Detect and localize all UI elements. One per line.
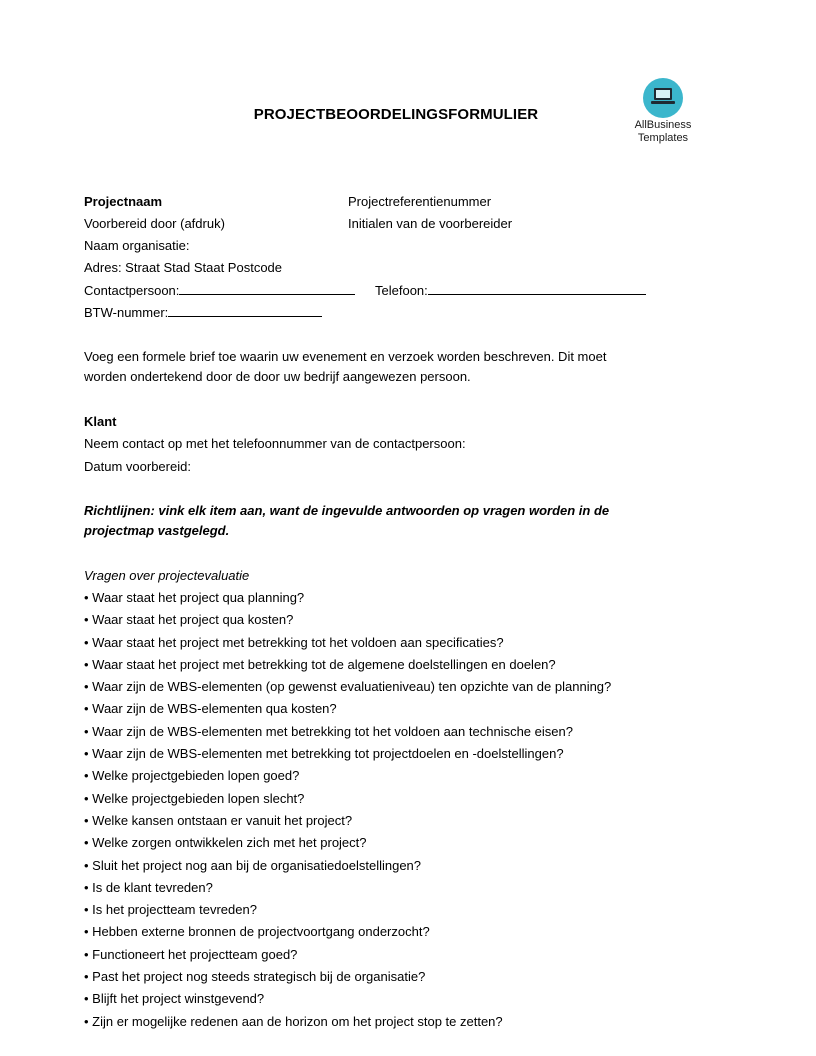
contact-field (84, 283, 355, 299)
list-item: • Functioneert het projectteam goed? (84, 946, 298, 962)
list-item: • Welke projectgebieden lopen slecht? (84, 790, 305, 806)
logo-text-line1: AllBusiness (634, 119, 692, 131)
list-item: • Waar staat het project qua planning? (84, 590, 305, 605)
list-item: • Is de klant tevreden? (84, 879, 213, 895)
list-item: • Waar zijn de WBS-elementen (op gewenst evaluatieniveau) ten opzichte van de planning? (84, 679, 612, 695)
project-ref-label: Projectreferentienummer (348, 194, 492, 209)
org-name-label: Naam organisatie: (84, 238, 190, 253)
prepared-by-label: Voorbereid door (afdruk) (84, 216, 225, 231)
vat-label: BTW-nummer: (84, 305, 169, 320)
list-item: • Sluit het project nog aan bij de organisatiedoelstellingen? (84, 857, 422, 873)
phone-label: Telefoon: (375, 283, 428, 298)
document-title: PROJECTBEOORDELINGSFORMULIER (253, 106, 539, 123)
list-item: • Waar staat het project met betrekking tot de algemene doelstellingen en doelen? (84, 656, 556, 672)
list-item: • Past het project nog steeds strategisch bij de organisatie? (84, 969, 426, 985)
list-item: • Welke zorgen ontwikkelen zich met het project? (84, 835, 367, 851)
guidelines-paragraph: Richtlijnen: vink elk item aan, want de ingevulde antwoorden op vragen worden in de projectmap vastgelegd. (84, 503, 610, 538)
vat-blank-line[interactable] (168, 305, 322, 317)
project-name-label: Projectnaam (84, 194, 163, 209)
list-item: • Zijn er mogelijke redenen aan de horizon om het project stop te zetten? (84, 1013, 503, 1029)
client-line-2: Datum voorbereid: (84, 459, 191, 474)
phone-blank-line[interactable] (428, 283, 646, 295)
logo-text-line2: Templates (637, 132, 689, 144)
contact-blank-line[interactable] (179, 283, 355, 295)
address-label: Adres: Straat Stad Staat Postcode (84, 260, 283, 275)
laptop-icon (643, 78, 683, 118)
list-item: • Waar zijn de WBS-elementen qua kosten? (84, 701, 337, 717)
phone-field (375, 283, 646, 299)
intro-paragraph: Voeg een formele brief toe waarin uw evenement en verzoek worden beschreven. Dit moet worden ondertekend door de door uw bedrijf aangewezen persoon. (84, 349, 607, 384)
client-heading: Klant (84, 414, 117, 429)
list-item: • Is het projectteam tevreden? (84, 902, 257, 918)
initials-label: Initialen van de voorbereider (348, 216, 513, 231)
list-item: • Waar staat het project qua kosten? (84, 612, 294, 628)
contact-label: Contactpersoon: (84, 283, 180, 298)
allbusiness-logo (621, 78, 705, 144)
list-item: • Waar zijn de WBS-elementen met betrekking tot het voldoen aan technische eisen? (84, 723, 573, 739)
list-item: • Waar staat het project met betrekking tot het voldoen aan specificaties? (84, 634, 504, 650)
list-item: • Waar zijn de WBS-elementen met betrekking tot projectdoelen en -doelstellingen? (84, 746, 564, 762)
client-line-1: Neem contact op met het telefoonnummer van de contactpersoon: (84, 436, 466, 451)
list-item: • Blijft het project winstgevend? (84, 991, 265, 1007)
vat-field (84, 305, 322, 321)
list-item: • Welke kansen ontstaan er vanuit het project? (84, 812, 353, 828)
questions-heading: Vragen over projectevaluatie (84, 568, 250, 583)
list-item: • Welke projectgebieden lopen goed? (84, 768, 300, 784)
questions-list (84, 590, 611, 1036)
list-item: • Hebben externe bronnen de projectvoortgang onderzocht? (84, 924, 430, 940)
